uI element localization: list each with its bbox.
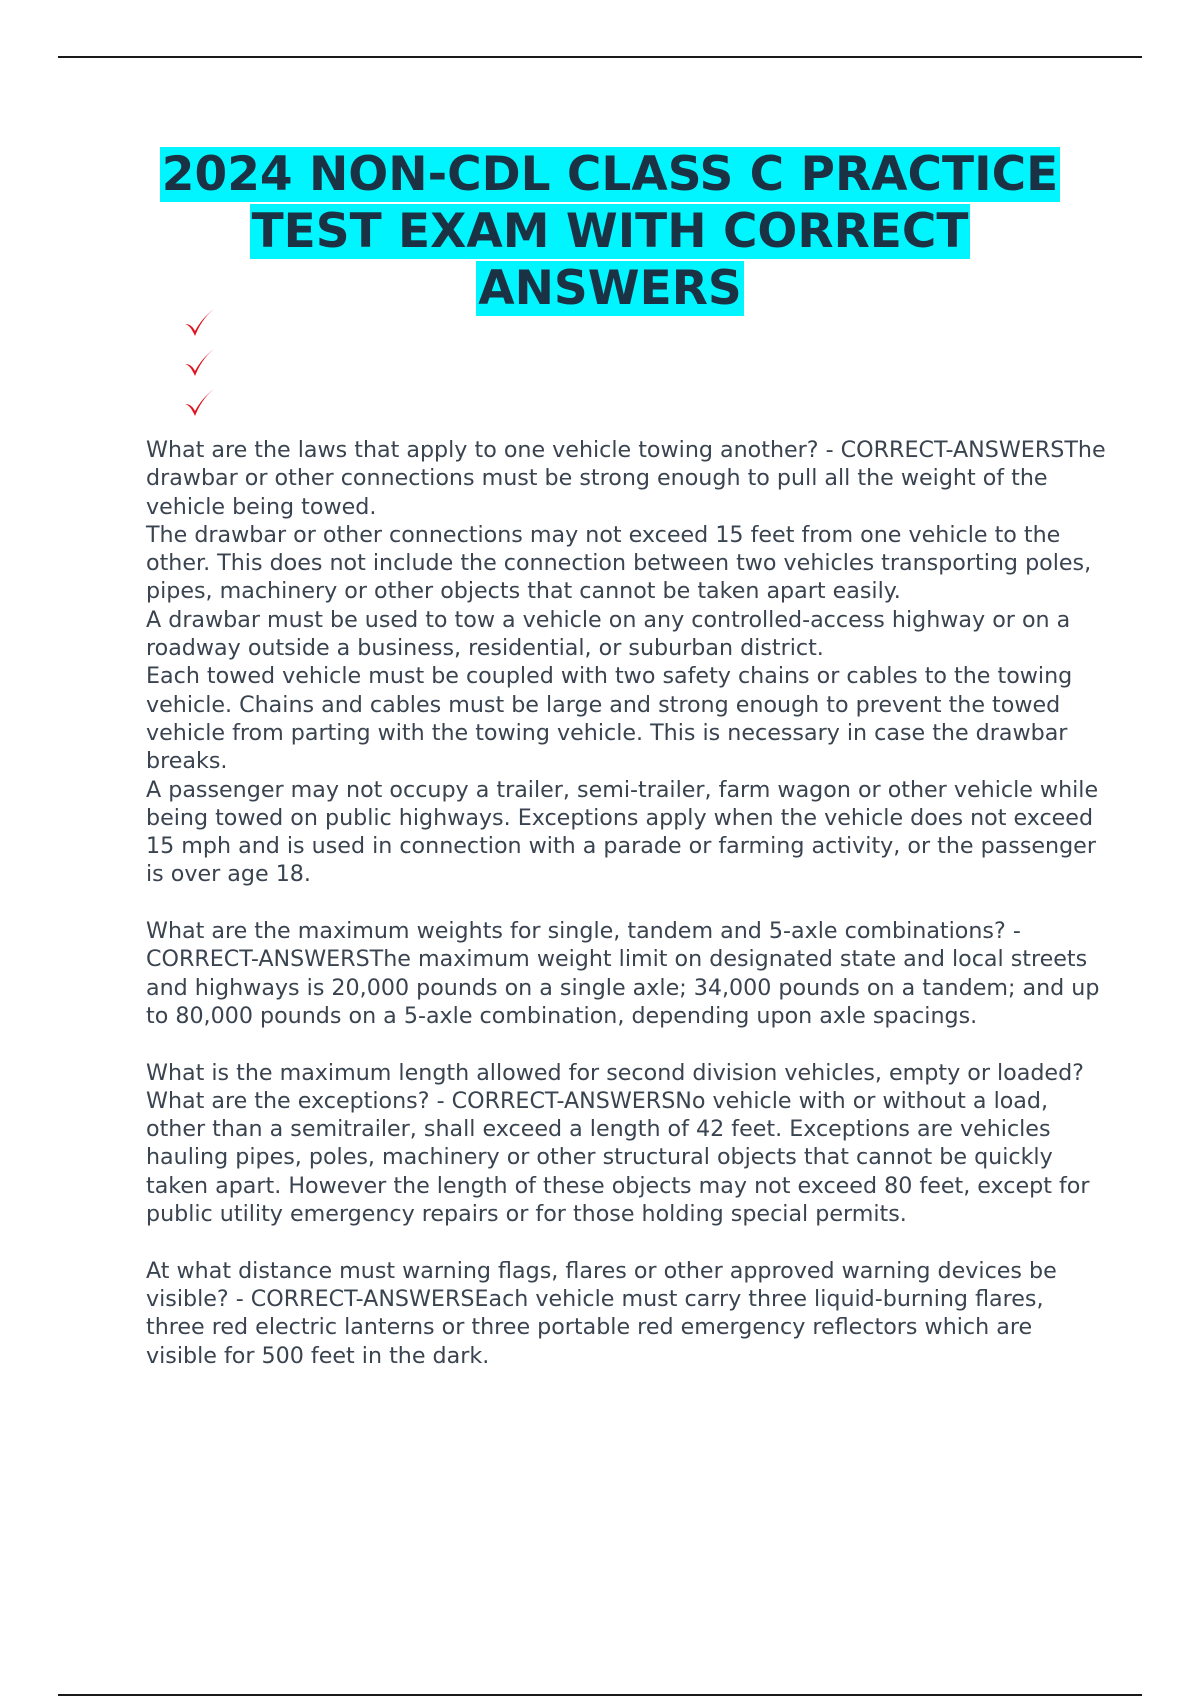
answer-text: No vehicle with or without a load, other than a semitrailer, shall exceed a length of 42 feet. Exceptions are vehicles hauling pipes, poles, machinery or other structural objects that cannot be quickly taken apart. However the length of these objects may not exceed 80 feet, except for public utility emergency repairs or for those holding special permits. <box>146 1087 1090 1228</box>
qa-first-line <box>146 1257 1106 1370</box>
answer-paragraph: Each towed vehicle must be coupled with two safety chains or cables to the towing vehicle. Chains and cables must be large and strong enough to prevent the towed vehicle from parting with the towing vehicle. This is necessary in case the drawbar breaks. <box>146 663 1073 775</box>
answer-paragraph: A drawbar must be used to tow a vehicle on any controlled-access highway or on a roadway outside a business, residential, or suburban district. <box>146 606 1071 662</box>
qa-item <box>146 917 1106 1030</box>
checkmark-icon <box>182 386 216 420</box>
qa-first-line <box>146 917 1106 1030</box>
bottom-rule <box>58 1694 1142 1696</box>
question-text: What are the laws that apply to one vehicle towing another? - CORRECT-ANSWERS <box>146 437 1065 463</box>
checkmark-list <box>182 306 222 426</box>
title-text: 2024 NON-CDL CLASS C PRACTICE TEST EXAM WITH CORRECT ANSWERS <box>161 147 1059 316</box>
checkmark-icon <box>182 306 216 340</box>
answer-paragraph: A passenger may not occupy a trailer, semi-trailer, farm wagon or other vehicle while being towed on public highways. Exceptions apply when the vehicle does not exceed 15 mph and is used in connection with a parade or farming activity, or the passenger is over age 18. <box>146 776 1099 888</box>
question-text: What is the maximum length allowed for second division vehicles, empty or loaded? What are the exceptions? - CORRECT-ANSWERS <box>146 1059 1084 1114</box>
qa-item <box>146 1059 1106 1229</box>
checkmark-icon <box>182 346 216 380</box>
document-title <box>140 146 1080 317</box>
qa-content <box>146 436 1106 1398</box>
answer-paragraph: The drawbar or other connections may not exceed 15 feet from one vehicle to the other. This does not include the connection between two vehicles transporting poles, pipes, machinery or other objects that cannot be taken apart easily. <box>146 521 1092 605</box>
top-rule <box>58 56 1142 58</box>
qa-first-line <box>146 436 1106 521</box>
qa-first-line <box>146 1059 1106 1229</box>
answer-text: The drawbar or other connections must be strong enough to pull all the weight of the vehicle being towed. <box>146 437 1106 520</box>
question-text: What are the maximum weights for single, tandem and 5-axle combinations? - CORRECT-ANSWERS <box>146 918 1021 973</box>
question-text: At what distance must warning flags, flares or other approved warning devices be visible? - CORRECT-ANSWERS <box>146 1257 1057 1312</box>
qa-item <box>146 436 1106 889</box>
answer-text: Each vehicle must carry three liquid-burning flares, three red electric lanterns or three portable red emergency reflectors which are visible for 500 feet in the dark. <box>146 1285 1044 1369</box>
answer-text: The maximum weight limit on designated state and local streets and highways is 20,000 pounds on a single axle; 34,000 pounds on a tandem; and up to 80,000 pounds on a 5-axle combination, depending upon axle spacings. <box>146 946 1100 1029</box>
qa-item <box>146 1257 1106 1370</box>
